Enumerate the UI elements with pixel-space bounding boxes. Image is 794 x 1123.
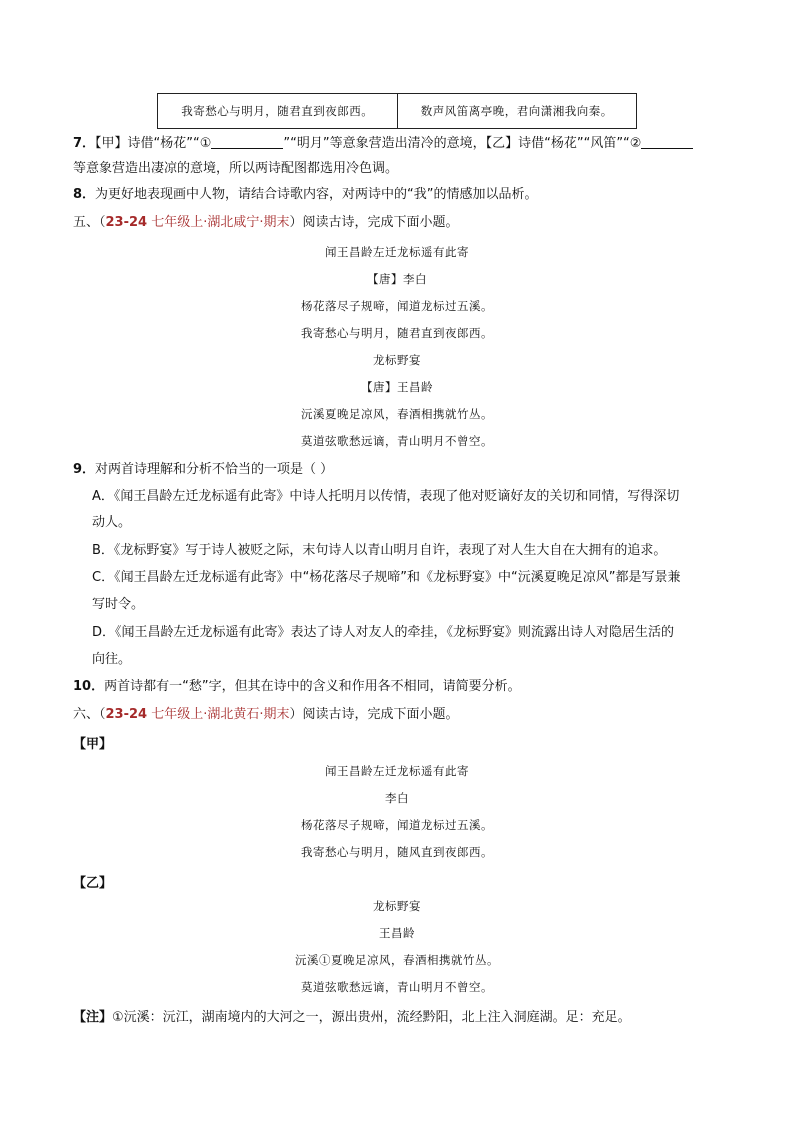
question-text: ”“明月”等意象营造出清冷的意境，【乙】诗借“杨花”“风笛”“② bbox=[283, 136, 642, 151]
label-yi: 【乙】 bbox=[73, 876, 113, 891]
poem4-author: 王昌龄 bbox=[379, 926, 415, 940]
source-year: 23-24 bbox=[105, 215, 148, 230]
poem1-line: 杨花落尽子规啼，闻道龙标过五溪。 bbox=[301, 299, 493, 313]
answer-blank-1[interactable] bbox=[211, 136, 283, 149]
option-d[interactable]: D．《闻王昌龄左迁龙标遥有此寄》表达了诗人对友人的牵挂，《龙标野宴》则流露出诗人对隐居生活的 bbox=[92, 625, 675, 640]
poem2-line: 莫道弦歌愁远谪，青山明月不曾空。 bbox=[301, 434, 493, 448]
footnote-text: ①沅溪：沅江，湖南境内的大河之一，源出贵州，流经黔阳，北上注入洞庭湖。足：充足。 bbox=[112, 1010, 631, 1025]
poem1-author: 【唐】李白 bbox=[367, 272, 427, 286]
poem4-line: 沅溪①夏晚足凉风，春酒相携就竹丛。 bbox=[295, 953, 499, 967]
poem4-line: 莫道弦歌愁远谪，青山明月不曾空。 bbox=[301, 980, 493, 994]
poem3-author: 李白 bbox=[385, 791, 409, 805]
source-label: 七年级上·湖北黄石·期末 bbox=[147, 707, 290, 722]
option-a[interactable]: A．《闻王昌龄左迁龙标遥有此寄》中诗人托明月以传情，表现了他对贬谪好友的关切和同情，写得深切 bbox=[92, 489, 680, 504]
section-6-heading bbox=[73, 706, 733, 724]
question-number: 7． bbox=[73, 136, 96, 151]
table-cell-right: 数声风笛离亭晚，君向潇湘我向秦。 bbox=[397, 94, 637, 128]
question-7-line2: 等意象营造出凄凉的意境，所以两诗配图都选用冷色调。 bbox=[73, 161, 399, 176]
poem3-line: 我寄愁心与明月，随风直到夜郎西。 bbox=[301, 845, 493, 859]
option-c[interactable]: C．《闻王昌龄左迁龙标遥有此寄》中“杨花落尽子规啼”和《龙标野宴》中“沅溪夏晚足凉风”都是写景兼 bbox=[92, 570, 681, 585]
poem1-title: 闻王昌龄左迁龙标遥有此寄 bbox=[325, 245, 469, 259]
question-text: 两首诗都有一“愁”字，但其在诗中的含义和作用各不相同，请简要分析。 bbox=[104, 679, 521, 694]
section-suffix: ）阅读古诗，完成下面小题。 bbox=[289, 215, 459, 230]
poem1-line: 我寄愁心与明月，随君直到夜郎西。 bbox=[301, 326, 493, 340]
poem-table bbox=[157, 93, 637, 129]
poem3-title: 闻王昌龄左迁龙标遥有此寄 bbox=[325, 764, 469, 778]
question-10 bbox=[73, 678, 733, 696]
poem2-author: 【唐】王昌龄 bbox=[361, 380, 433, 394]
section-prefix: 五、（ bbox=[73, 215, 106, 230]
option-b[interactable]: B．《龙标野宴》写于诗人被贬之际，末句诗人以青山明月自许，表现了对人生大自在大拥有的追求。 bbox=[92, 543, 667, 558]
source-label: 七年级上·湖北咸宁·期末 bbox=[147, 215, 290, 230]
poem2-line: 沅溪夏晚足凉风，春酒相携就竹丛。 bbox=[301, 407, 493, 421]
poem3-line: 杨花落尽子规啼，闻道龙标过五溪。 bbox=[301, 818, 493, 832]
question-number: 8． bbox=[73, 187, 96, 202]
question-7-line1 bbox=[73, 135, 733, 153]
question-8 bbox=[73, 186, 733, 204]
section-prefix: 六、（ bbox=[73, 707, 106, 722]
option-d-cont: 向往。 bbox=[92, 652, 132, 667]
answer-blank-2[interactable] bbox=[641, 136, 693, 149]
footnote-label: 【注】 bbox=[73, 1010, 113, 1025]
table-cell-left: 我寄愁心与明月，随君直到夜郎西。 bbox=[181, 104, 374, 118]
question-text: 对两首诗理解和分析不恰当的一项是（ ） bbox=[95, 462, 334, 477]
section-5-heading bbox=[73, 214, 733, 232]
footnote bbox=[73, 1006, 631, 1025]
question-number: 9． bbox=[73, 462, 96, 477]
question-number: 10． bbox=[73, 679, 105, 694]
question-9-stem bbox=[73, 461, 733, 479]
source-year: 23-24 bbox=[105, 707, 148, 722]
poem2-title: 龙标野宴 bbox=[373, 353, 421, 367]
poem4-title: 龙标野宴 bbox=[373, 899, 421, 913]
option-c-cont: 写时令。 bbox=[92, 597, 145, 612]
question-text: 为更好地表现画中人物，请结合诗歌内容，对两诗中的“我”的情感加以品析。 bbox=[95, 187, 538, 202]
option-a-cont: 动人。 bbox=[92, 515, 132, 530]
question-text: 【甲】诗借“杨花”“① bbox=[95, 136, 212, 151]
section-suffix: ）阅读古诗，完成下面小题。 bbox=[289, 707, 459, 722]
label-jia: 【甲】 bbox=[73, 737, 113, 752]
